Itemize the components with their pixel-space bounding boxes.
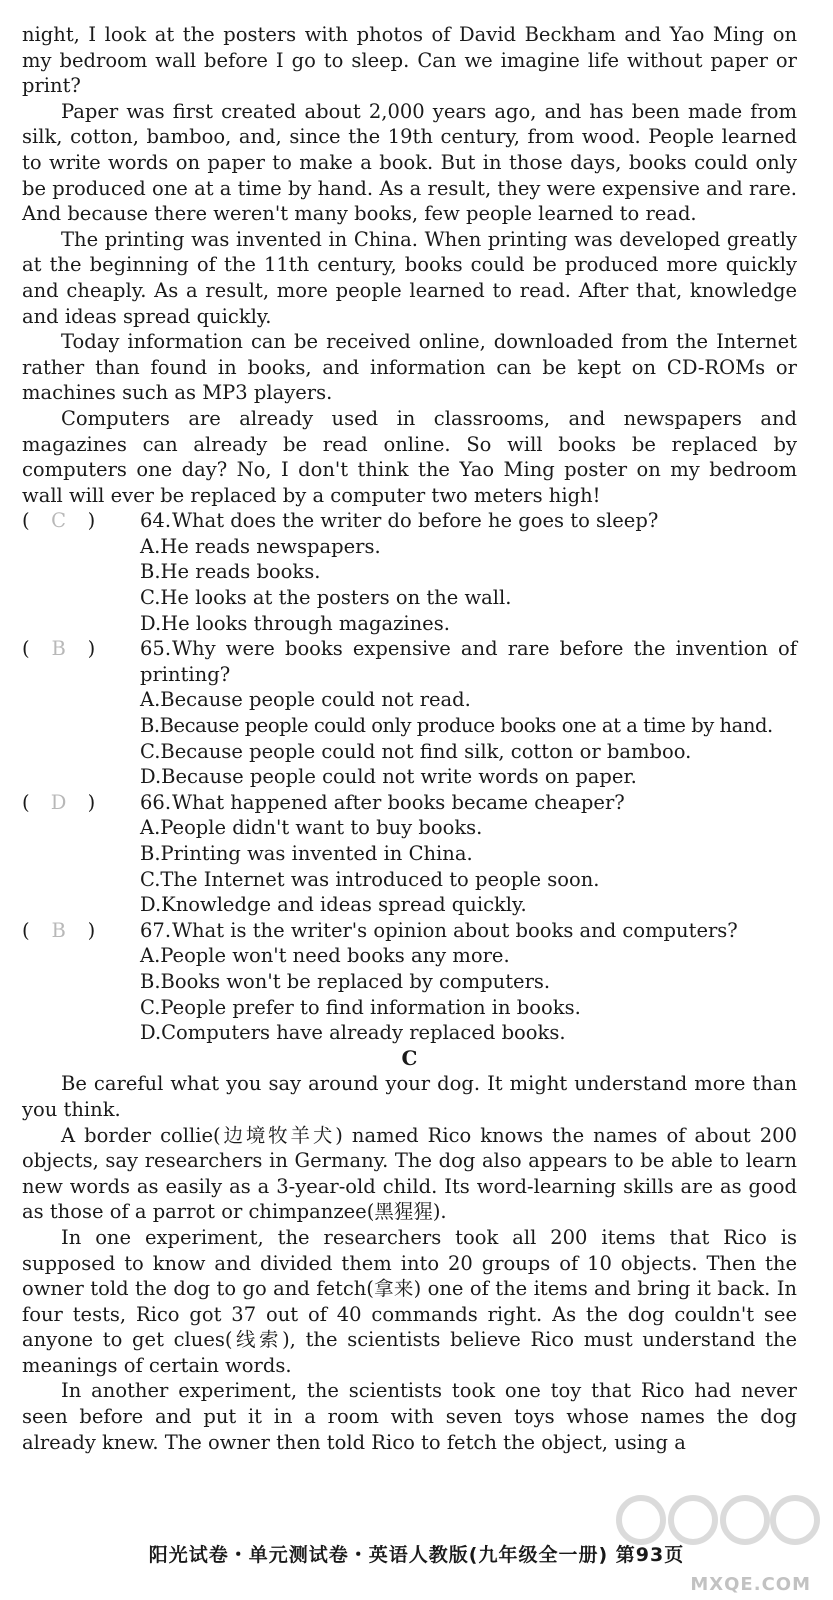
question-stem: What does the writer do before he goes to sleep? xyxy=(172,509,659,533)
passage-b-paragraph: Paper was first created about 2,000 years ago, and has been made from silk, cotton, bamboo, and, since the 19th century, from wood. People learned to write words on paper to make a book. But in those days, books could only be produced one at a time by hand. As a result, they were expensive and rare. And because there weren't many books, few people learned to read. xyxy=(22,99,797,226)
passage-b-paragraph: Today information can be received online, downloaded from the Internet rather than found in books, and information can be kept on CD-ROMs or machines such as MP3 players. xyxy=(22,330,797,405)
section-heading: C xyxy=(401,1045,418,1070)
option-d: D.Knowledge and ideas spread quickly. xyxy=(140,893,527,917)
question-stem: What is the writer's opinion about books and computers? xyxy=(172,918,738,942)
option-c: C.Because people could not find silk, cotton or bamboo. xyxy=(140,739,692,763)
answer-mark: C xyxy=(51,509,67,533)
answer-mark: D xyxy=(50,790,67,814)
passage-c-paragraph: A border collie(边境牧羊犬) named Rico knows the names of about 200 objects, say researchers in Germany. The dog also appears to be able to learn new words as easily as a 3-year-old child. Its word-learning skills are as good as those of a parrot or chimpanzee(黑猩猩). xyxy=(22,1123,797,1224)
option-d: D.Computers have already replaced books. xyxy=(140,1021,566,1045)
answer-bracket: ( C ) xyxy=(22,509,96,533)
option-d: D.He looks through magazines. xyxy=(140,611,450,635)
passage-b-paragraph: night, I look at the posters with photos of David Beckham and Yao Ming on my bedroom wall before I go to sleep. Can we imagine life without paper or print? xyxy=(22,23,797,98)
option-c: C.The Internet was introduced to people soon. xyxy=(140,867,600,891)
question-number: 67. xyxy=(140,918,172,942)
answer-bracket: ( D ) xyxy=(22,790,96,814)
question-number: 64. xyxy=(140,509,172,533)
option-c: C.He looks at the posters on the wall. xyxy=(140,586,512,610)
question-stem: Why were books expensive and rare before the invention of printing? xyxy=(140,637,797,686)
answer-mark: B xyxy=(51,918,66,942)
passage-b-paragraph: Computers are already used in classrooms, and newspapers and magazines can already be read online. So will books be replaced by computers one day? No, I don't think the Yao Ming poster on my bedroom wall will ever be replaced by a computer two meters high! xyxy=(22,406,797,507)
passage-c-paragraph: In one experiment, the researchers took all 200 items that Rico is supposed to know and divided them into 20 groups of 10 objects. Then the owner told the dog to go and fetch(拿来) one of the items and bring it back. In four tests, Rico got 37 out of 40 commands right. As the dog couldn't see anyone to get clues(线索), the scientists believe Rico must understand the meanings of certain words. xyxy=(22,1225,797,1377)
answer-bracket: ( B ) xyxy=(22,918,96,942)
page-footer: 阳光试卷・单元测试卷・英语人教版(九年级全一册) 第93页 xyxy=(148,1544,685,1566)
option-b: B.Because people could only produce books one at a time by hand. xyxy=(140,714,773,738)
question-stem: What happened after books became cheaper? xyxy=(172,790,625,814)
option-d: D.Because people could not write words on paper. xyxy=(140,765,637,789)
option-b: B.Printing was invented in China. xyxy=(140,842,473,865)
watermark-text: MXQE.COM xyxy=(690,1574,811,1595)
question-number: 66. xyxy=(140,790,172,814)
option-b: B.Books won't be replaced by computers. xyxy=(140,969,551,993)
option-c: C.People prefer to find information in books. xyxy=(140,995,581,1019)
option-b: B.He reads books. xyxy=(140,560,321,584)
option-a: A.People didn't want to buy books. xyxy=(140,816,483,840)
passage-b-paragraph: The printing was invented in China. When printing was developed greatly at the beginning of the 11th century, books could be produced more quickly and cheaply. As a result, more people learned to read. After that, knowledge and ideas spread quickly. xyxy=(22,227,797,328)
question-list xyxy=(22,508,797,1045)
question-number: 65. xyxy=(140,637,172,661)
question-64 xyxy=(22,508,797,636)
passage-c-paragraph: Be careful what you say around your dog. It might understand more than you think. xyxy=(22,1072,797,1121)
option-a: A.People won't need books any more. xyxy=(140,944,510,968)
answer-bracket: ( B ) xyxy=(22,637,96,661)
answer-mark: B xyxy=(51,637,66,661)
question-65 xyxy=(22,636,797,790)
passage-c xyxy=(22,1071,797,1455)
option-a: A.He reads newspapers. xyxy=(140,534,381,558)
passage-c-paragraph: In another experiment, the scientists took one toy that Rico had never seen before and put it in a room with seven toys whose names the dog already knew. The owner then told Rico to fetch the object, using a xyxy=(22,1379,797,1454)
page-content xyxy=(22,22,797,1455)
option-a: A.Because people could not read. xyxy=(140,688,471,712)
question-66 xyxy=(22,790,797,918)
question-67 xyxy=(22,918,797,1046)
passage-b xyxy=(22,22,797,508)
